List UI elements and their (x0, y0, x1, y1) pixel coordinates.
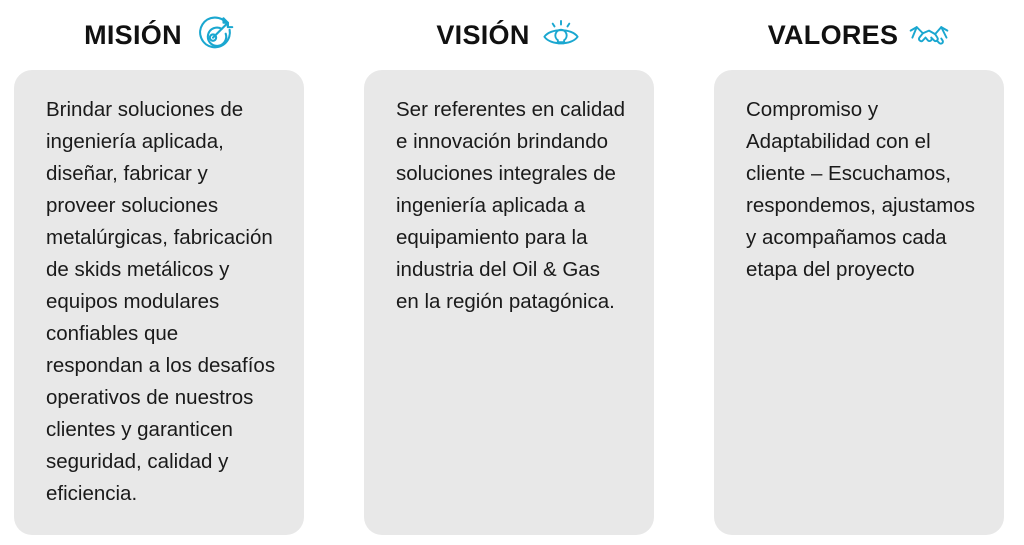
handshake-icon (908, 14, 950, 56)
valores-text: Compromiso y Adaptabilidad con el cliente – Escuchamos, respondemos, ajustamos y acompañamos cada etapa del proyecto (746, 98, 976, 281)
eye-lightbulb-icon (540, 14, 582, 56)
vision-header (364, 0, 654, 70)
vision-text: Ser referentes en calidad e innovación brindando soluciones integrales de ingeniería aplicada a equipamiento para la industria del Oil & Gas en la región patagónica. (396, 98, 626, 313)
mision-card (14, 70, 304, 535)
vision-card (364, 70, 654, 535)
target-arrow-icon (192, 14, 234, 56)
valores-title: VALORES (767, 19, 899, 50)
column-valores (714, 0, 1004, 545)
valores-header (714, 0, 1004, 70)
column-vision (364, 0, 654, 545)
mision-text: Brindar soluciones de ingeniería aplicada, diseñar, fabricar y proveer soluciones metalúrgicas, fabricación de skids metálicos y equipos modulares confiables que respondan a los desafíos operativos de nuestros clientes y garanticen seguridad, calidad y eficiencia. (46, 98, 276, 505)
vision-title: VISIÓN (436, 19, 530, 50)
mision-header (14, 0, 304, 70)
column-mision (14, 0, 304, 545)
mision-title: MISIÓN (84, 19, 182, 50)
valores-card (714, 70, 1004, 535)
